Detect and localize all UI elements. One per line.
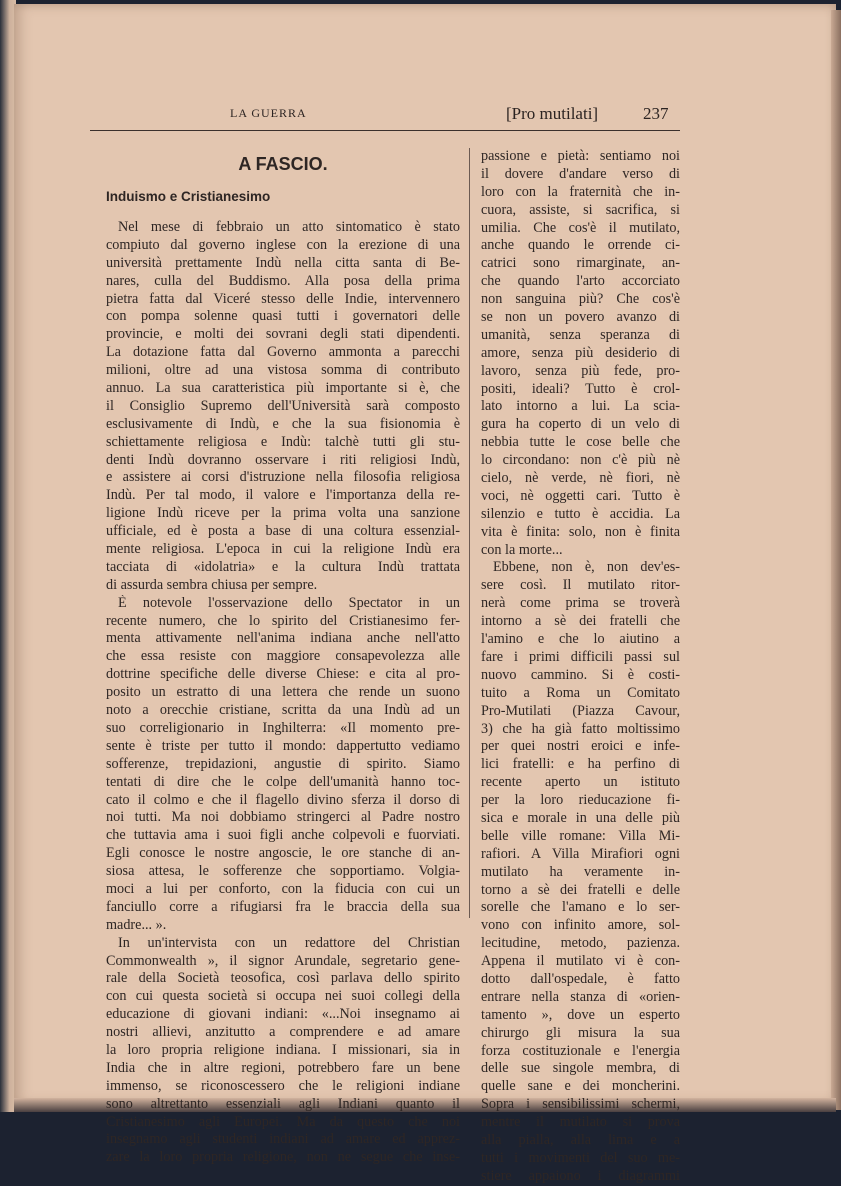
text-line: La dotazione fatta dal Governo ammonta a parecchi bbox=[106, 344, 460, 361]
text-line: torno a sè dei fratelli e delle bbox=[481, 881, 680, 898]
text-line: fanciullo corre a rifugiarsi fra le braccia della sua bbox=[106, 898, 460, 915]
text-line: la loro propria religione indiana. I missionari, sia in bbox=[106, 1041, 460, 1058]
right-column-text bbox=[481, 148, 680, 1186]
page-right-edge bbox=[831, 10, 841, 1110]
text-line: amore, senza più desiderio di bbox=[481, 344, 680, 361]
text-line: dottrine specifiche delle diverse Chiese: e cita al pro- bbox=[106, 666, 460, 683]
text-line: insegnamo agli studenti indiani ad amare ed apprez- bbox=[106, 1131, 460, 1148]
text-line: tamento », dove un esperto bbox=[481, 1006, 680, 1023]
text-line: catrici sono rimarginate, an- bbox=[481, 255, 680, 272]
text-line: sere così. Il mutilato ritor- bbox=[481, 577, 680, 594]
text-line: anche quando le orrende ci- bbox=[481, 237, 680, 254]
text-line: nares, culla del Buddismo. Alla posa della prima bbox=[106, 272, 460, 289]
text-line: entrare nella stanza di «orien- bbox=[481, 988, 680, 1005]
text-line: siosa attesa, le sofferenze che sopportiamo. Volgia- bbox=[106, 863, 460, 880]
text-line: gura ha coperto di un velo di bbox=[481, 416, 680, 433]
text-line: sono altrettanto essenziali agli Indiani quanto il bbox=[106, 1095, 460, 1112]
text-line: posito un estratto di una lettera che rende un suono bbox=[106, 684, 460, 701]
text-line: madre... ». bbox=[106, 916, 167, 933]
text-line: mente religiosa. L'epoca in cui la religione Indù era bbox=[106, 541, 460, 558]
text-line: lavoro, senza più fede, pro- bbox=[481, 362, 680, 379]
column-divider bbox=[469, 148, 470, 918]
text-line: provincie, e molti dei sovrani degli stati dipendenti. bbox=[106, 326, 460, 343]
text-line: forza costituzionale e l'energia bbox=[481, 1042, 680, 1059]
text-line: cato il colmo e che il flagello divino sferza il dorso di bbox=[106, 791, 460, 808]
text-line: Ebbene, non è, non dev'es- bbox=[493, 559, 680, 576]
text-line: esclusivamente di Indù, e che la sua fisionomia è bbox=[106, 415, 460, 432]
text-line: immenso, se riconoscessero che le religioni indiane bbox=[106, 1077, 460, 1094]
text-line: e assistere ai corsi d'istruzione nella filosofia religiosa bbox=[106, 469, 460, 486]
text-line: educazione di giovani indiani: «...Noi insegnamo ai bbox=[106, 1006, 460, 1023]
page-number: 237 bbox=[643, 104, 669, 123]
text-line: tacciata di «idolatria» e la cultura Indù trattata bbox=[106, 558, 460, 575]
text-line: cielo, nè verde, nè fiori, nè bbox=[481, 470, 680, 487]
text-line: ufficiale, ed è posta a base di una coltura essenzial- bbox=[106, 523, 460, 540]
text-line: Indù. Per tal modo, il valore e l'importanza della re- bbox=[106, 487, 460, 504]
left-column-text bbox=[106, 219, 460, 1167]
text-line: lo circondano: non c'è più nè bbox=[481, 452, 680, 469]
text-line: chirurgo gli misura la sua bbox=[481, 1024, 680, 1041]
text-line: lecitudine, metodo, pazienza. bbox=[481, 935, 680, 952]
text-line: nuovo cammino. Si è costi- bbox=[481, 666, 680, 683]
text-line: In un'intervista con un redattore del Christian bbox=[118, 934, 460, 951]
text-line: il Consiglio Supremo dell'Università sarà composto bbox=[106, 397, 460, 414]
text-line: l'amino e che lo aiutino a bbox=[481, 631, 680, 648]
text-line: lato intorno a lui. La scia- bbox=[481, 398, 680, 415]
text-line: alla pialla, alla lima e a bbox=[481, 1131, 680, 1148]
text-line: positi, ideali? Tutto è crol- bbox=[481, 380, 680, 397]
running-title: LA GUERRA bbox=[230, 106, 307, 120]
text-line: Pro-Mutilati (Piazza Cavour, bbox=[481, 702, 680, 719]
text-line: dotto dall'ospedale, è fatto bbox=[481, 970, 680, 987]
text-line: università prettamente Indù nella citta santa di Be- bbox=[106, 254, 460, 271]
left-column bbox=[106, 148, 460, 1167]
text-line: ligione Indù riceve per la prima volta una sanzione bbox=[106, 505, 460, 522]
text-line: menta attivamente nell'anima indiana anche nell'atto bbox=[106, 630, 460, 647]
text-line: con la morte... bbox=[481, 541, 563, 558]
text-line: sofferenze, trepidazioni, angustie di spirito. Siamo bbox=[106, 755, 460, 772]
text-line: noto a orecchie cristiane, scritta da una Indù ad un bbox=[106, 702, 460, 719]
text-line: Nel mese di febbraio un atto sintomatico è stato bbox=[118, 219, 460, 235]
text-line: stiere appaiono i diagrammi bbox=[481, 1167, 680, 1184]
text-line: con cui questa società si occupa nei suoi collegi della bbox=[106, 988, 460, 1005]
text-line: suo correligionario in Inghilterra: «Il momento pre- bbox=[106, 719, 460, 736]
text-line: che quando l'arto accorciato bbox=[481, 273, 680, 290]
text-line: nerà come prima se troverà bbox=[481, 595, 680, 612]
text-line: annuo. La sua caratteristica più importante si è, che bbox=[106, 380, 460, 397]
text-line: non sanguina più? Che cos'è bbox=[481, 291, 680, 308]
text-line: lici fratelli: e ha perfino di bbox=[481, 756, 680, 773]
text-line: schiettamente religiosa e Indù: talchè tutti gli stu- bbox=[106, 433, 460, 450]
text-line: belle ville romane: Villa Mi- bbox=[481, 827, 680, 844]
text-line: vita è finita: solo, non è finita bbox=[481, 523, 680, 540]
text-line: rale della Società teosofica, così parlava dello spirito bbox=[106, 970, 460, 987]
text-line: zare la loro propria religione, non ne segue che inse- bbox=[106, 1149, 460, 1166]
text-line: Egli conosce le nostre angoscie, le ore stanche di an- bbox=[106, 845, 460, 862]
text-line: che tuttavia ama i suoi figli anche colpevoli e fuorviati. bbox=[106, 827, 460, 844]
text-line: tutti i movimenti del suo me- bbox=[481, 1149, 680, 1166]
text-line: moci a lui per conforto, con la fiducia con cui un bbox=[106, 880, 460, 897]
text-line: che essa resiste con maggiore consapevolezza alle bbox=[106, 648, 460, 665]
text-line: il dovere d'andare verso di bbox=[481, 165, 680, 182]
text-line: loro con la fraternità che in- bbox=[481, 183, 680, 200]
text-line: voci, nè oggetti cari. Tutto è bbox=[481, 487, 680, 504]
text-line: compiuto dal governo inglese con la erezione di una bbox=[106, 236, 460, 253]
text-line: noi tutti. Ma noi dobbiamo stringerci al Padre nostro bbox=[106, 809, 460, 826]
text-line: cuora, assiste, si sacrifica, si bbox=[481, 201, 680, 218]
text-line: nostri allievi, anzitutto a comprendere e ad amare bbox=[106, 1024, 460, 1041]
text-line: Sopra i sensibilissimi schermi, bbox=[481, 1096, 680, 1113]
text-line: recente aperto un istituto bbox=[481, 774, 680, 791]
text-line: Appena il mutilato vi è con- bbox=[481, 953, 680, 970]
text-line: mentre il mutilato si prova bbox=[481, 1114, 680, 1131]
text-line: nebbia tutte le cose belle che bbox=[481, 434, 680, 451]
text-line: vono con infinito amore, sol- bbox=[481, 917, 680, 934]
text-line: quelle sane e dei moncherini. bbox=[481, 1078, 680, 1095]
header-rule bbox=[90, 130, 680, 131]
text-line: intorno a sè dei fratelli che bbox=[481, 613, 680, 630]
text-line: di assurda sembra chiusa per sempre. bbox=[106, 576, 318, 593]
text-line: denti Indù dovranno osservare i riti religiosi Indù, bbox=[106, 451, 460, 468]
text-line: umilia. Che cos'è il mutilato, bbox=[481, 219, 680, 236]
text-line: mutilato ha veramente in- bbox=[481, 863, 680, 880]
text-line: tuito a Roma un Comitato bbox=[481, 684, 680, 701]
text-line: Cristianesimo agli Europei. Ma da questo che noi bbox=[106, 1113, 460, 1130]
text-line: 3) che ha già fatto moltissimo bbox=[481, 720, 680, 737]
text-line: umanità, senza speranza di bbox=[481, 326, 680, 343]
text-line: sica e morale in una delle più bbox=[481, 809, 680, 826]
text-line: pietra fatta dal Viceré stesso delle Indie, intervennero bbox=[106, 290, 460, 307]
text-line: silenzio e tutto è accidia. La bbox=[481, 505, 680, 522]
text-line: con pompa solenne quasi tutti i governatori delle bbox=[106, 308, 460, 325]
text-line: se non un povero avanzo di bbox=[481, 309, 680, 326]
text-line: sorelle che l'amano e lo ser- bbox=[481, 899, 680, 916]
running-section: [Pro mutilati] bbox=[506, 104, 599, 123]
text-line: rafiori. A Villa Mirafiori ogni bbox=[481, 845, 680, 862]
text-line: per la loro rieducazione fi- bbox=[481, 792, 680, 809]
text-line: India che in altre regioni, potrebbero fare un bene bbox=[106, 1059, 460, 1076]
right-column bbox=[481, 148, 680, 1186]
text-line: È notevole l'osservazione dello Spectator in un bbox=[118, 594, 460, 611]
text-line: Commonwealth », il signor Arundale, segretario gene- bbox=[106, 952, 460, 969]
text-line: milioni, oltre ad una vistosa somma di contributo bbox=[106, 362, 460, 379]
text-line: recente numero, che lo spirito del Cristianesimo fer- bbox=[106, 612, 460, 629]
text-line: sente è triste per tutto il mondo: dappertutto vediamo bbox=[106, 737, 460, 754]
text-line: per quei nostri eroici e infe- bbox=[481, 738, 680, 755]
text-line: tentati di dire che le colpe dell'umanità hanno toc- bbox=[106, 773, 460, 790]
article-subtitle: Induismo e Cristianesimo bbox=[106, 189, 271, 204]
article-title: A FASCIO. bbox=[238, 154, 328, 174]
text-line: passione e pietà: sentiamo noi bbox=[481, 148, 680, 164]
text-line: delle sue singole membra, di bbox=[481, 1060, 680, 1077]
text-line: fare i primi difficili passi sul bbox=[481, 648, 680, 665]
